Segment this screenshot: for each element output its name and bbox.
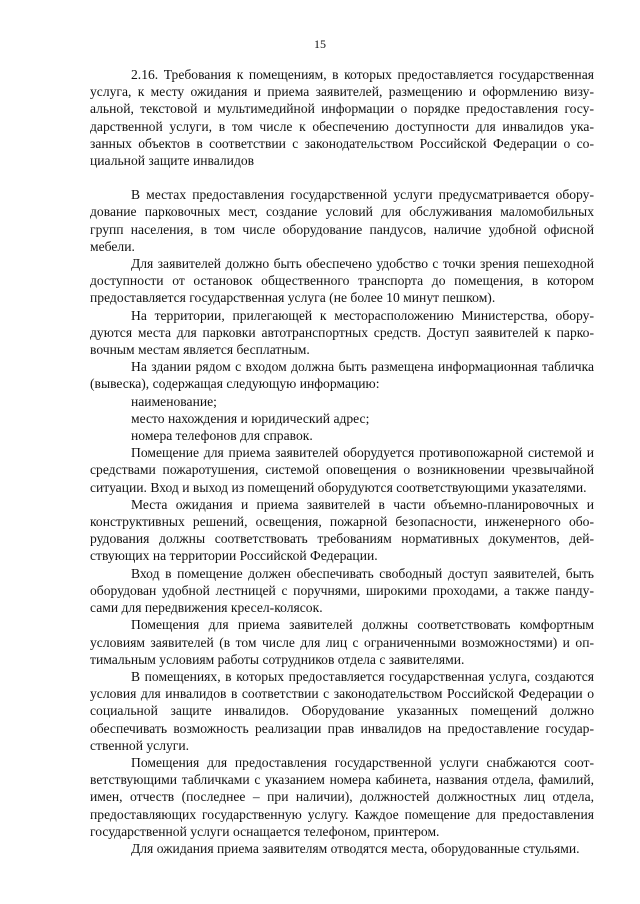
paragraph-signboard: На здании рядом с входом должна быть размещена информационная табличка (вывеска), содержащая следующую информацию: [90, 359, 594, 392]
paragraph-disability-conditions: В помещениях, в которых предоставляется государственная услуга, создаются условия для инвалидов в соответствии с законодательством Российской Федерации о социальной защите инвалидов. Оборудование указанных помещений должно обеспечивать возможность реализации прав инвалидов на предоставление государственной услуги. [90, 668, 594, 753]
paragraph-room-signs: Помещения для предоставления государственной услуги снабжаются соответствующими табличками с указанием номера кабинета, названия отдела, фамилий, имен, отчеств (последнее – при наличии), должностей должностных лиц отдела, предоставляющих государственную услугу. Каждое помещение для предоставления государственной услуги оснащается телефоном, принтером. [90, 754, 594, 839]
paragraph-fire-safety: Помещение для приема заявителей оборудуется противопожарной системой и средствами пожаротушения, системой оповещения о возникновении чрезвычайной ситуации. Вход и выход из помещений оборудуются соответствующими указателями. [90, 445, 594, 495]
document-body [90, 66, 594, 857]
paragraph-planning-requirements: Места ожидания и приема заявителей в части объемно-планировочных и конструктивных решений, освещения, пожарной безопасности, инженерного оборудования должны соответствовать требованиям нормативных документов, действующих на территории Российской Федерации. [90, 496, 594, 564]
list-item-address: место нахождения и юридический адрес; [131, 410, 370, 426]
paragraph-comfort-conditions: Помещения для приема заявителей должны соответствовать комфортным условиям заявителей (в том числе для лиц с ограниченными возможностями) и оптимальным условиям работы сотрудников отдела с заявителями. [90, 617, 594, 667]
paragraph-pedestrian-access: Для заявителей должно быть обеспечено удобство с точки зрения пешеходной доступности от остановок общественного транспорта до помещения, в котором предоставляется государственная услуга (не более 10 минут пешком). [90, 256, 594, 306]
list-item-name: наименование; [131, 393, 217, 409]
section-title: 2.16. Требования к помещениям, в которых предоставляется государственная услуга, к месту ожидания и приема заявителей, размещению и оформлению визуальной, текстовой и мультимедийной информации о порядке предоставления государственной услуги, в том числе к обеспечению доступности для инвалидов указанных объектов в соответствии с законодательством Российской Федерации о социальной защите инвалидов [90, 67, 594, 169]
paragraph-entrance: Вход в помещение должен обеспечивать свободный доступ заявителей, быть оборудован удобной лестницей с поручнями, широкими проходами, а также пандусами для передвижения кресел-колясок. [90, 565, 594, 616]
paragraph-parking-territory: На территории, прилегающей к месторасположению Министерства, оборудуются места для парковки автотранспортных средств. Доступ заявителей к парковочным местам является бесплатным. [90, 307, 594, 358]
list-item-phones: номера телефонов для справок. [131, 428, 313, 444]
page-number: 15 [314, 37, 326, 51]
paragraph-waiting-places: Для ожидания приема заявителям отводятся места, оборудованные стульями. [131, 840, 580, 856]
paragraph-parking: В местах предоставления государственной услуги предусматривается оборудование парковочных мест, создание условий для обслуживания маломобильных групп населения, в том числе оборудование пандусов, наличие удобной офисной мебели. [90, 187, 594, 254]
